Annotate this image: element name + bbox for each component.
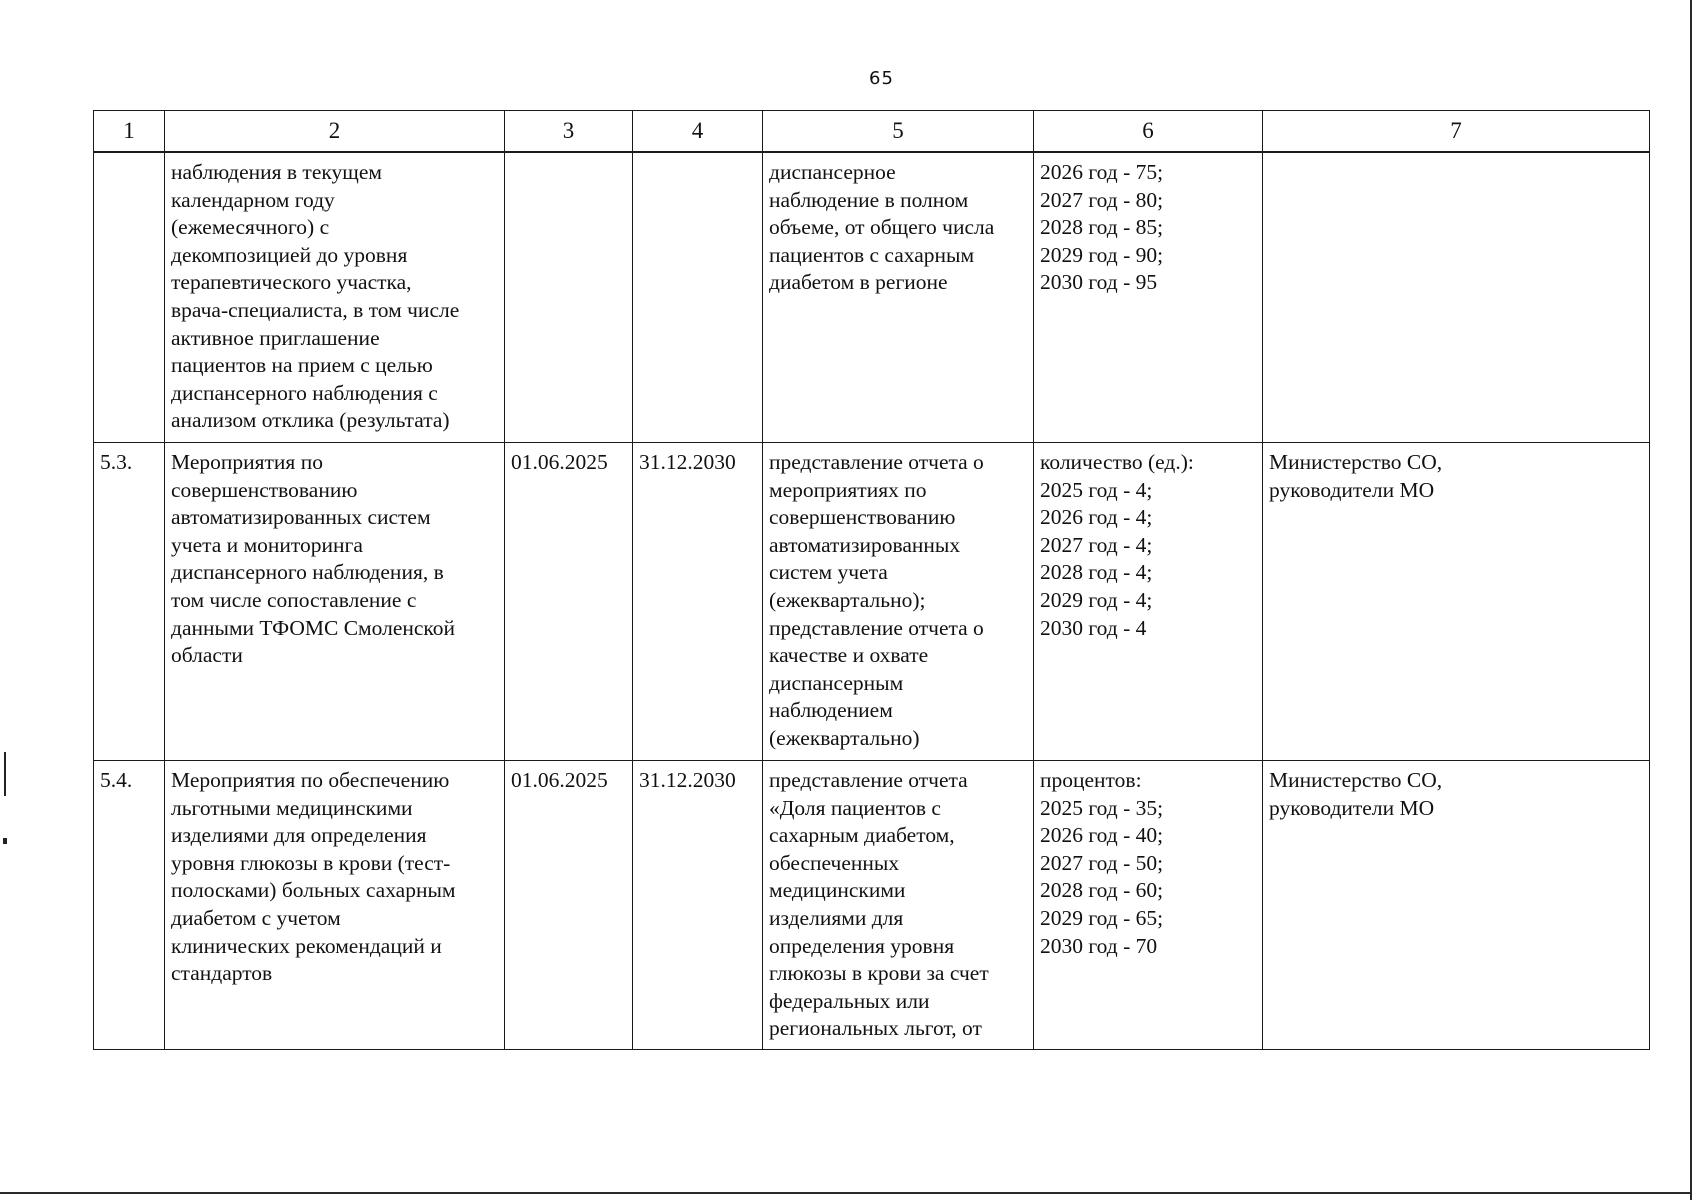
table-row	[94, 761, 1650, 1050]
activities-table	[93, 110, 1650, 1050]
result-cell: представление отчета «Доля пациентов с сахарным диабетом, обеспеченных медицинскими изделиями для определения уровня глюкозы в крови за счет федеральных или региональных льгот, от	[763, 761, 1034, 1050]
scan-page-edge-bottom	[0, 1192, 1692, 1194]
start-date-cell: 01.06.2025	[505, 443, 633, 761]
indicator-cell: 2026 год - 75; 2027 год - 80; 2028 год - 85; 2029 год - 90; 2030 год - 95	[1034, 152, 1263, 443]
column-header: 6	[1034, 111, 1263, 153]
column-header: 1	[94, 111, 165, 153]
row-number-cell: 5.3.	[94, 443, 165, 761]
activity-cell: наблюдения в текущем календарном году (ежемесячного) с декомпозицией до уровня терапевтического участка, врача-специалиста, в том числе активное приглашение пациентов на прием с целью диспансерного наблюдения с анализом отклика (результата)	[165, 152, 505, 443]
column-header: 5	[763, 111, 1034, 153]
row-number-cell	[94, 152, 165, 443]
column-header: 2	[165, 111, 505, 153]
table-header-row	[94, 111, 1650, 153]
end-date-cell: 31.12.2030	[633, 443, 763, 761]
indicator-cell: количество (ед.): 2025 год - 4; 2026 год - 4; 2027 год - 4; 2028 год - 4; 2029 год - 4; 2030 год - 4	[1034, 443, 1263, 761]
scan-artifact-mark	[4, 752, 6, 796]
table-row	[94, 443, 1650, 761]
page-number: 65	[869, 68, 894, 89]
column-header: 3	[505, 111, 633, 153]
scan-artifact-dot	[3, 838, 7, 844]
end-date-cell	[633, 152, 763, 443]
indicator-cell: процентов: 2025 год - 35; 2026 год - 40; 2027 год - 50; 2028 год - 60; 2029 год - 65; 2030 год - 70	[1034, 761, 1263, 1050]
responsible-cell: Министерство СО, руководители МО	[1263, 443, 1650, 761]
result-cell: представление отчета о мероприятиях по совершенствованию автоматизированных систем учета (ежеквартально); представление отчета о качестве и охвате диспансерным наблюдением (ежеквартально)	[763, 443, 1034, 761]
activity-cell: Мероприятия по совершенствованию автоматизированных систем учета и мониторинга диспансерного наблюдения, в том числе сопоставление с данными ТФОМС Смоленской области	[165, 443, 505, 761]
row-number-cell: 5.4.	[94, 761, 165, 1050]
table-row	[94, 152, 1650, 443]
start-date-cell: 01.06.2025	[505, 761, 633, 1050]
start-date-cell	[505, 152, 633, 443]
end-date-cell: 31.12.2030	[633, 761, 763, 1050]
activity-cell: Мероприятия по обеспечению льготными медицинскими изделиями для определения уровня глюкозы в крови (тест- полосками) больных сахарным диабетом с учетом клинических рекомендаций и стандартов	[165, 761, 505, 1050]
scan-page-edge-right	[1690, 0, 1692, 1200]
responsible-cell	[1263, 152, 1650, 443]
result-cell: диспансерное наблюдение в полном объеме, от общего числа пациентов с сахарным диабетом в регионе	[763, 152, 1034, 443]
column-header: 7	[1263, 111, 1650, 153]
column-header: 4	[633, 111, 763, 153]
responsible-cell: Министерство СО, руководители МО	[1263, 761, 1650, 1050]
